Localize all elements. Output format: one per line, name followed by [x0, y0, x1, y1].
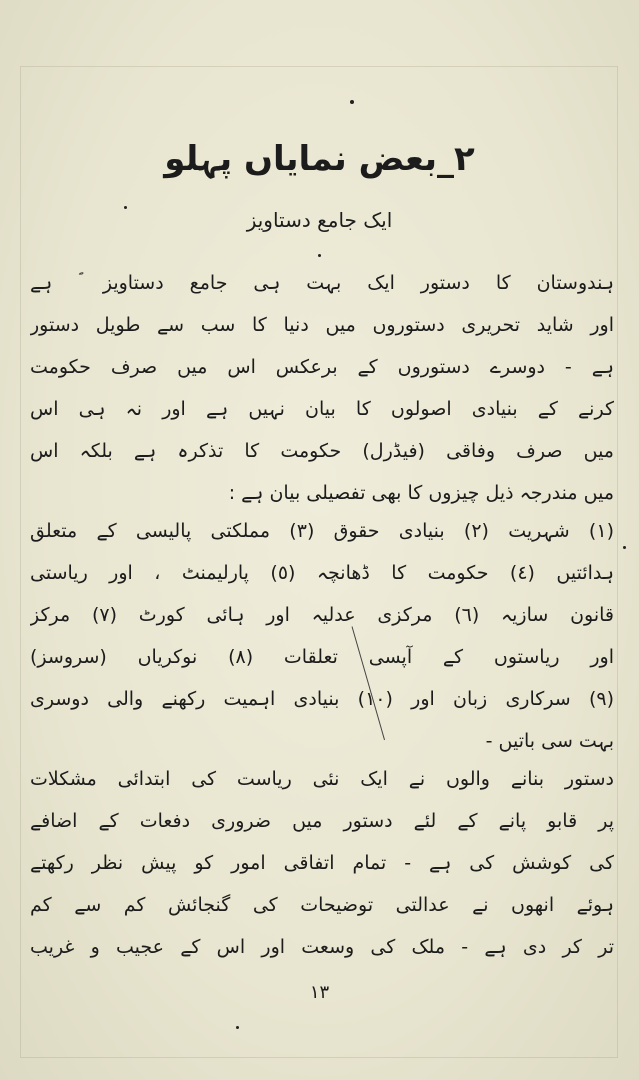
text-line: میں مندرجہ ذیل چیزوں کا بھی تفصیلی بیان ہے : [228, 482, 614, 504]
text-line: اور شاید تحریری دستوروں میں دنیا کا سب سے طویل دستور [30, 314, 614, 336]
text-line: اور ریاستوں کے آپسی تعلقات (٨) نوکریاں (سروسز) [30, 646, 614, 668]
text-line: ہے - دوسرے دستوروں کے برعکس اس میں صرف حکومت [30, 356, 614, 378]
chapter-heading: ٢_بعض نمایاں پہلو [164, 139, 475, 179]
paragraph-intro [30, 262, 614, 514]
paragraph-list [30, 510, 614, 762]
text-line: پر قابو پانے کے لئے دستور میں ضروری دفعات کے اضافے [30, 810, 614, 832]
text-line: میں صرف وفاقی (فیڈرل) حکومت کا تذکرہ ہے بلکہ اس [30, 440, 614, 462]
text-line: دستور بنانے والوں نے ایک نئی ریاست کی ابتدائی مشکلات [30, 768, 614, 790]
page-number: ١٣ [309, 982, 330, 1003]
text-line: تر کر دی ہے - ملک کی وسعت اور اس کے عجیب و غریب [30, 936, 614, 958]
text-line: ہندوستان کا دستور ایک بہت ہی جامع دستاویز ؐ ہے [30, 272, 614, 294]
ink-dot [318, 254, 321, 257]
text-line: قانون سازیہ (٦) مرکزی عدلیہ اور ہائی کورٹ (٧) مرکز [30, 604, 614, 626]
ink-dot [236, 1026, 239, 1029]
text-line: کرنے کے بنیادی اصولوں کا بیان نہیں ہے اور نہ ہی اس [30, 398, 614, 420]
text-line: (٩) سرکاری زبان اور (١٠) بنیادی اہمیت رکھنے والی دوسری [30, 688, 614, 710]
ink-dot [623, 546, 626, 549]
text-line: بہت سی باتیں - [485, 730, 614, 752]
text-line: (١) شہریت (٢) بنیادی حقوق (٣) مملکتی پالیسی کے متعلق [30, 520, 614, 542]
text-line: کی کوشش کی ہے - تمام اتفاقی امور کو پیش نظر رکھتے [30, 852, 614, 874]
ink-dot [350, 100, 354, 104]
text-line: ہوئے انھوں نے عدالتی توضیحات کی گنجائش کم سے کم [30, 894, 614, 916]
text-line: ہدائتیں (٤) حکومت کا ڈھانچہ (٥) پارلیمنٹ ، اور ریاستی [30, 562, 614, 584]
section-subheading: ایک جامع دستاویز [246, 208, 393, 232]
paragraph-framers [30, 758, 614, 968]
